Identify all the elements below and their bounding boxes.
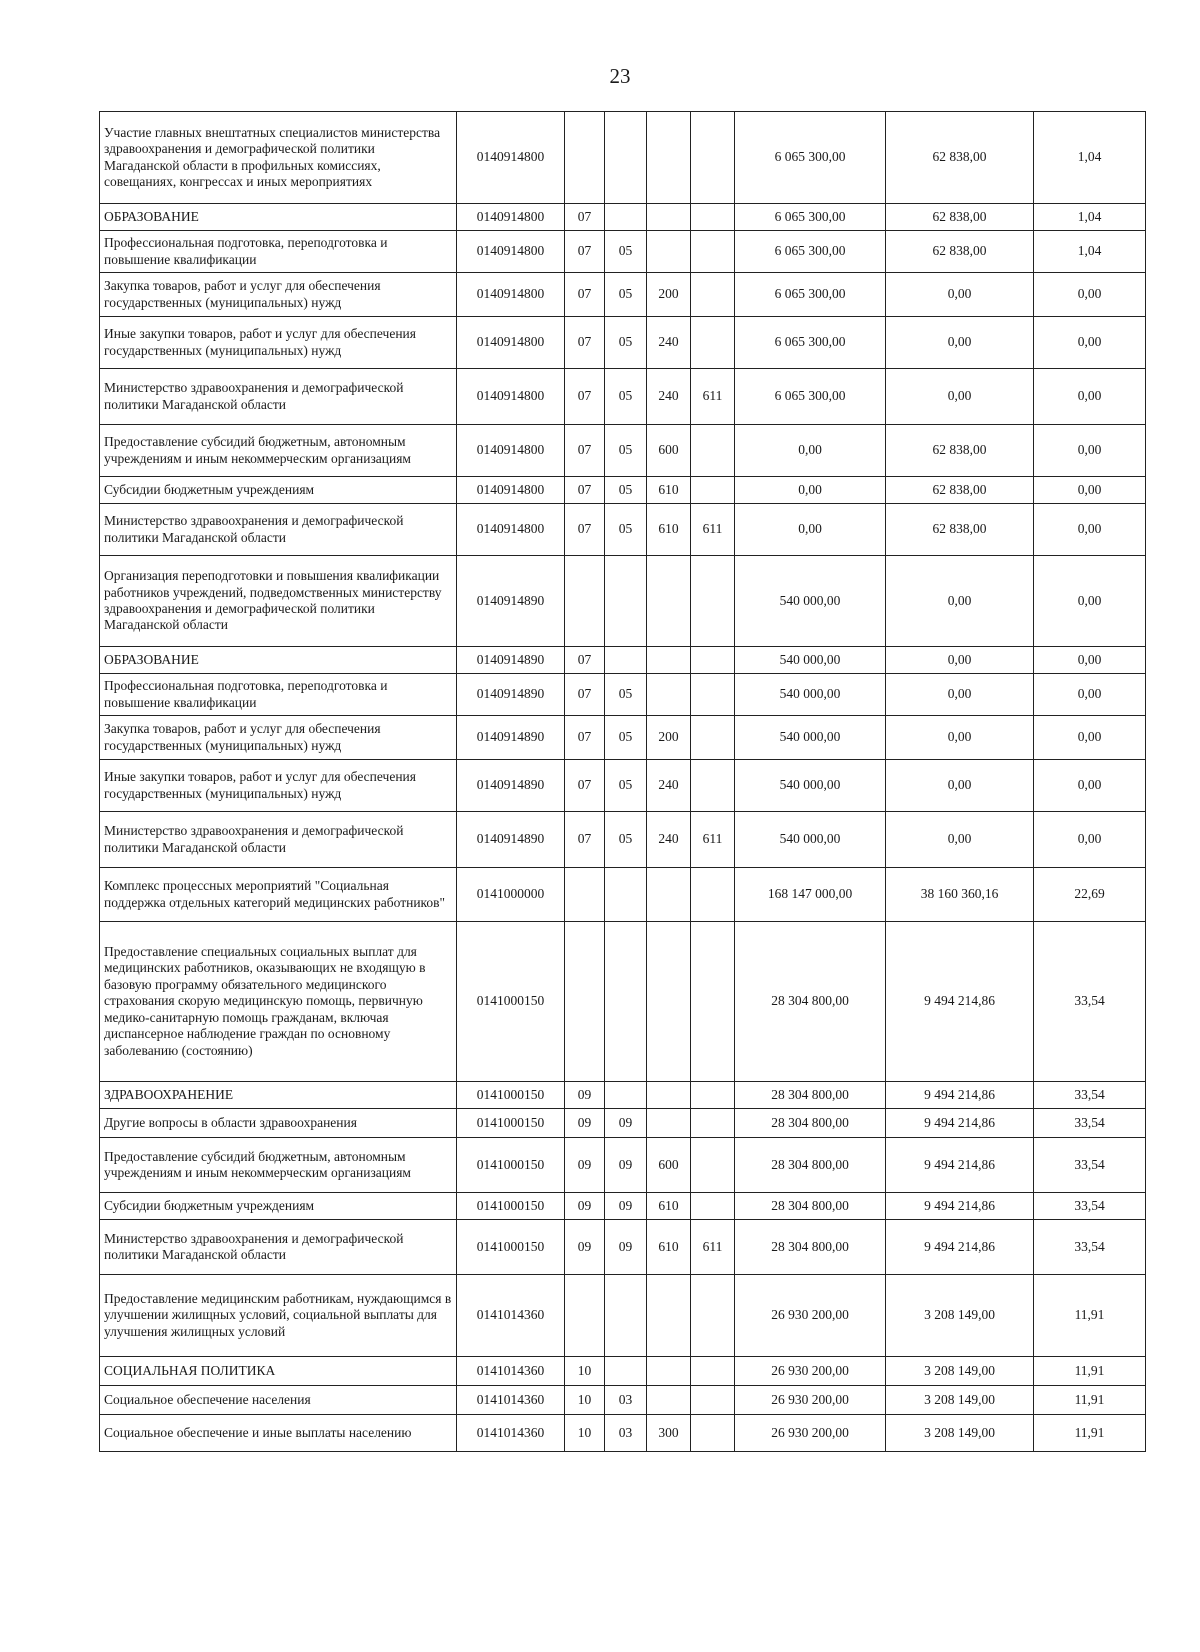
execution-percent-cell: 0,00 xyxy=(1034,716,1146,760)
subsection-cell xyxy=(605,112,647,204)
row-name-cell: Министерство здравоохранения и демографической политики Магаданской области xyxy=(100,1220,457,1275)
section-cell xyxy=(565,1275,605,1357)
table-row xyxy=(100,760,1146,812)
planned-amount-cell: 26 930 200,00 xyxy=(735,1275,886,1357)
expense-type-cell xyxy=(647,1109,691,1138)
administrator-code-cell xyxy=(691,204,735,231)
section-cell: 07 xyxy=(565,369,605,425)
execution-percent-cell: 0,00 xyxy=(1034,504,1146,556)
row-name-cell: Министерство здравоохранения и демографической политики Магаданской области xyxy=(100,504,457,556)
subsection-cell xyxy=(605,922,647,1082)
planned-amount-cell: 28 304 800,00 xyxy=(735,1193,886,1220)
executed-amount-cell: 62 838,00 xyxy=(886,425,1034,477)
section-cell xyxy=(565,112,605,204)
row-name-cell: Организация переподготовки и повышения квалификации работников учреждений, подведомственных министерству здравоохранения и демографической политики Магаданской области xyxy=(100,556,457,647)
expense-type-cell: 610 xyxy=(647,477,691,504)
table-row xyxy=(100,674,1146,716)
expense-type-cell xyxy=(647,674,691,716)
execution-percent-cell: 33,54 xyxy=(1034,1138,1146,1193)
row-name-cell: ЗДРАВООХРАНЕНИЕ xyxy=(100,1082,457,1109)
row-name-cell: Предоставление субсидий бюджетным, автономным учреждениям и иным некоммерческим организациям xyxy=(100,1138,457,1193)
section-cell: 10 xyxy=(565,1386,605,1415)
section-cell xyxy=(565,922,605,1082)
administrator-code-cell xyxy=(691,231,735,273)
subsection-cell: 05 xyxy=(605,477,647,504)
table-row xyxy=(100,1386,1146,1415)
expense-type-cell: 240 xyxy=(647,369,691,425)
expense-type-cell: 600 xyxy=(647,1138,691,1193)
row-name-cell: Субсидии бюджетным учреждениям xyxy=(100,1193,457,1220)
row-name-cell: Субсидии бюджетным учреждениям xyxy=(100,477,457,504)
subsection-cell xyxy=(605,1082,647,1109)
target-code-cell: 0141000150 xyxy=(457,1220,565,1275)
subsection-cell xyxy=(605,1275,647,1357)
planned-amount-cell: 28 304 800,00 xyxy=(735,1082,886,1109)
section-cell: 09 xyxy=(565,1109,605,1138)
subsection-cell xyxy=(605,556,647,647)
administrator-code-cell xyxy=(691,868,735,922)
planned-amount-cell: 28 304 800,00 xyxy=(735,1138,886,1193)
administrator-code-cell xyxy=(691,425,735,477)
subsection-cell: 05 xyxy=(605,425,647,477)
table-row xyxy=(100,556,1146,647)
row-name-cell: Комплекс процессных мероприятий "Социальная поддержка отдельных категорий медицинских работников" xyxy=(100,868,457,922)
table-row xyxy=(100,1109,1146,1138)
subsection-cell: 05 xyxy=(605,716,647,760)
administrator-code-cell xyxy=(691,317,735,369)
subsection-cell: 05 xyxy=(605,760,647,812)
executed-amount-cell: 62 838,00 xyxy=(886,504,1034,556)
section-cell: 09 xyxy=(565,1082,605,1109)
subsection-cell: 05 xyxy=(605,674,647,716)
planned-amount-cell: 26 930 200,00 xyxy=(735,1415,886,1452)
planned-amount-cell: 540 000,00 xyxy=(735,556,886,647)
administrator-code-cell xyxy=(691,1109,735,1138)
table-row xyxy=(100,477,1146,504)
expense-type-cell: 610 xyxy=(647,504,691,556)
expense-type-cell: 300 xyxy=(647,1415,691,1452)
expense-type-cell xyxy=(647,1082,691,1109)
table-row xyxy=(100,1275,1146,1357)
executed-amount-cell: 62 838,00 xyxy=(886,477,1034,504)
subsection-cell: 05 xyxy=(605,231,647,273)
executed-amount-cell: 3 208 149,00 xyxy=(886,1275,1034,1357)
executed-amount-cell: 9 494 214,86 xyxy=(886,922,1034,1082)
target-code-cell: 0141000000 xyxy=(457,868,565,922)
subsection-cell: 05 xyxy=(605,812,647,868)
execution-percent-cell: 33,54 xyxy=(1034,1193,1146,1220)
expense-type-cell: 610 xyxy=(647,1193,691,1220)
row-name-cell: Социальное обеспечение населения xyxy=(100,1386,457,1415)
expense-type-cell: 240 xyxy=(647,760,691,812)
expense-type-cell: 200 xyxy=(647,273,691,317)
target-code-cell: 0140914800 xyxy=(457,204,565,231)
target-code-cell: 0140914890 xyxy=(457,760,565,812)
expense-type-cell xyxy=(647,1275,691,1357)
subsection-cell: 09 xyxy=(605,1138,647,1193)
execution-percent-cell: 11,91 xyxy=(1034,1275,1146,1357)
row-name-cell: ОБРАЗОВАНИЕ xyxy=(100,647,457,674)
target-code-cell: 0140914800 xyxy=(457,231,565,273)
expense-type-cell xyxy=(647,231,691,273)
section-cell: 07 xyxy=(565,716,605,760)
page-number: 23 xyxy=(609,64,631,88)
row-name-cell: Закупка товаров, работ и услуг для обеспечения государственных (муниципальных) нужд xyxy=(100,716,457,760)
administrator-code-cell xyxy=(691,1357,735,1386)
target-code-cell: 0140914800 xyxy=(457,504,565,556)
row-name-cell: Предоставление медицинским работникам, нуждающимся в улучшении жилищных условий, социальной выплаты для улучшения жилищных условий xyxy=(100,1275,457,1357)
row-name-cell: Министерство здравоохранения и демографической политики Магаданской области xyxy=(100,812,457,868)
target-code-cell: 0140914800 xyxy=(457,317,565,369)
table-row xyxy=(100,868,1146,922)
expense-type-cell: 200 xyxy=(647,716,691,760)
administrator-code-cell: 611 xyxy=(691,1220,735,1275)
execution-percent-cell: 1,04 xyxy=(1034,112,1146,204)
administrator-code-cell xyxy=(691,1415,735,1452)
planned-amount-cell: 540 000,00 xyxy=(735,674,886,716)
executed-amount-cell: 0,00 xyxy=(886,647,1034,674)
execution-percent-cell: 0,00 xyxy=(1034,477,1146,504)
subsection-cell xyxy=(605,204,647,231)
administrator-code-cell xyxy=(691,1138,735,1193)
subsection-cell: 03 xyxy=(605,1386,647,1415)
execution-percent-cell: 33,54 xyxy=(1034,1220,1146,1275)
administrator-code-cell xyxy=(691,674,735,716)
subsection-cell: 09 xyxy=(605,1109,647,1138)
section-cell: 10 xyxy=(565,1415,605,1452)
planned-amount-cell: 540 000,00 xyxy=(735,716,886,760)
executed-amount-cell: 9 494 214,86 xyxy=(886,1193,1034,1220)
execution-percent-cell: 0,00 xyxy=(1034,425,1146,477)
expense-type-cell: 240 xyxy=(647,812,691,868)
planned-amount-cell: 28 304 800,00 xyxy=(735,922,886,1082)
executed-amount-cell: 3 208 149,00 xyxy=(886,1386,1034,1415)
section-cell: 07 xyxy=(565,425,605,477)
executed-amount-cell: 0,00 xyxy=(886,556,1034,647)
execution-percent-cell: 0,00 xyxy=(1034,273,1146,317)
table-row xyxy=(100,1415,1146,1452)
section-cell xyxy=(565,868,605,922)
execution-percent-cell: 33,54 xyxy=(1034,922,1146,1082)
section-cell: 07 xyxy=(565,231,605,273)
executed-amount-cell: 9 494 214,86 xyxy=(886,1109,1034,1138)
subsection-cell xyxy=(605,1357,647,1386)
planned-amount-cell: 6 065 300,00 xyxy=(735,369,886,425)
expense-type-cell: 240 xyxy=(647,317,691,369)
executed-amount-cell: 9 494 214,86 xyxy=(886,1220,1034,1275)
expense-type-cell: 600 xyxy=(647,425,691,477)
table-row xyxy=(100,317,1146,369)
section-cell: 07 xyxy=(565,674,605,716)
execution-percent-cell: 0,00 xyxy=(1034,647,1146,674)
planned-amount-cell: 6 065 300,00 xyxy=(735,112,886,204)
section-cell: 07 xyxy=(565,204,605,231)
expense-type-cell xyxy=(647,922,691,1082)
section-cell: 09 xyxy=(565,1193,605,1220)
subsection-cell xyxy=(605,868,647,922)
target-code-cell: 0141014360 xyxy=(457,1386,565,1415)
budget-execution-table xyxy=(99,111,1146,1452)
executed-amount-cell: 3 208 149,00 xyxy=(886,1415,1034,1452)
table-row xyxy=(100,647,1146,674)
administrator-code-cell: 611 xyxy=(691,369,735,425)
administrator-code-cell xyxy=(691,1386,735,1415)
section-cell: 07 xyxy=(565,812,605,868)
planned-amount-cell: 0,00 xyxy=(735,477,886,504)
executed-amount-cell: 0,00 xyxy=(886,760,1034,812)
row-name-cell: Предоставление специальных социальных выплат для медицинских работников, оказывающих не входящую в базовую программу обязательного медицинского страхования скорую медицинскую помощь, первичную медико-санитарную помощь гражданам, включая диспансерное наблюдение граждан по основному заболеванию (состоянию) xyxy=(100,922,457,1082)
execution-percent-cell: 0,00 xyxy=(1034,812,1146,868)
row-name-cell: ОБРАЗОВАНИЕ xyxy=(100,204,457,231)
planned-amount-cell: 6 065 300,00 xyxy=(735,204,886,231)
target-code-cell: 0141000150 xyxy=(457,1109,565,1138)
subsection-cell xyxy=(605,647,647,674)
expense-type-cell xyxy=(647,868,691,922)
table-row xyxy=(100,504,1146,556)
planned-amount-cell: 26 930 200,00 xyxy=(735,1357,886,1386)
expense-type-cell xyxy=(647,1357,691,1386)
row-name-cell: Иные закупки товаров, работ и услуг для обеспечения государственных (муниципальных) нужд xyxy=(100,760,457,812)
section-cell: 07 xyxy=(565,760,605,812)
table-row xyxy=(100,922,1146,1082)
planned-amount-cell: 0,00 xyxy=(735,425,886,477)
section-cell: 07 xyxy=(565,504,605,556)
executed-amount-cell: 62 838,00 xyxy=(886,231,1034,273)
administrator-code-cell: 611 xyxy=(691,504,735,556)
administrator-code-cell xyxy=(691,112,735,204)
table-row xyxy=(100,273,1146,317)
row-name-cell: Профессиональная подготовка, переподготовка и повышение квалификации xyxy=(100,674,457,716)
table-row xyxy=(100,1082,1146,1109)
table-row xyxy=(100,716,1146,760)
planned-amount-cell: 6 065 300,00 xyxy=(735,273,886,317)
execution-percent-cell: 33,54 xyxy=(1034,1082,1146,1109)
table-row xyxy=(100,231,1146,273)
planned-amount-cell: 6 065 300,00 xyxy=(735,317,886,369)
administrator-code-cell xyxy=(691,556,735,647)
row-name-cell: Иные закупки товаров, работ и услуг для обеспечения государственных (муниципальных) нужд xyxy=(100,317,457,369)
target-code-cell: 0141000150 xyxy=(457,1193,565,1220)
planned-amount-cell: 168 147 000,00 xyxy=(735,868,886,922)
row-name-cell: Социальное обеспечение и иные выплаты населению xyxy=(100,1415,457,1452)
expense-type-cell xyxy=(647,204,691,231)
section-cell: 07 xyxy=(565,477,605,504)
executed-amount-cell: 0,00 xyxy=(886,369,1034,425)
target-code-cell: 0140914800 xyxy=(457,112,565,204)
target-code-cell: 0141000150 xyxy=(457,1082,565,1109)
row-name-cell: Предоставление субсидий бюджетным, автономным учреждениям и иным некоммерческим организациям xyxy=(100,425,457,477)
planned-amount-cell: 26 930 200,00 xyxy=(735,1386,886,1415)
expense-type-cell xyxy=(647,647,691,674)
row-name-cell: Участие главных внештатных специалистов министерства здравоохранения и демографической политики Магаданской области в профильных комиссиях, совещаниях, конгрессах и иных мероприятиях xyxy=(100,112,457,204)
expense-type-cell: 610 xyxy=(647,1220,691,1275)
table-body xyxy=(100,112,1146,1452)
planned-amount-cell: 540 000,00 xyxy=(735,647,886,674)
administrator-code-cell xyxy=(691,1275,735,1357)
execution-percent-cell: 11,91 xyxy=(1034,1386,1146,1415)
execution-percent-cell: 0,00 xyxy=(1034,556,1146,647)
administrator-code-cell xyxy=(691,922,735,1082)
execution-percent-cell: 1,04 xyxy=(1034,231,1146,273)
planned-amount-cell: 540 000,00 xyxy=(735,760,886,812)
subsection-cell: 05 xyxy=(605,317,647,369)
execution-percent-cell: 33,54 xyxy=(1034,1109,1146,1138)
subsection-cell: 05 xyxy=(605,273,647,317)
executed-amount-cell: 62 838,00 xyxy=(886,112,1034,204)
table-row xyxy=(100,1193,1146,1220)
planned-amount-cell: 6 065 300,00 xyxy=(735,231,886,273)
administrator-code-cell: 611 xyxy=(691,812,735,868)
subsection-cell: 03 xyxy=(605,1415,647,1452)
administrator-code-cell xyxy=(691,1193,735,1220)
target-code-cell: 0140914800 xyxy=(457,477,565,504)
subsection-cell: 09 xyxy=(605,1193,647,1220)
subsection-cell: 09 xyxy=(605,1220,647,1275)
administrator-code-cell xyxy=(691,273,735,317)
section-cell: 07 xyxy=(565,647,605,674)
planned-amount-cell: 28 304 800,00 xyxy=(735,1109,886,1138)
subsection-cell: 05 xyxy=(605,504,647,556)
expense-type-cell xyxy=(647,112,691,204)
administrator-code-cell xyxy=(691,477,735,504)
table-row xyxy=(100,112,1146,204)
execution-percent-cell: 0,00 xyxy=(1034,317,1146,369)
section-cell: 07 xyxy=(565,273,605,317)
table-row xyxy=(100,369,1146,425)
target-code-cell: 0140914890 xyxy=(457,556,565,647)
executed-amount-cell: 9 494 214,86 xyxy=(886,1082,1034,1109)
execution-percent-cell: 11,91 xyxy=(1034,1357,1146,1386)
target-code-cell: 0140914890 xyxy=(457,716,565,760)
target-code-cell: 0141014360 xyxy=(457,1357,565,1386)
executed-amount-cell: 0,00 xyxy=(886,812,1034,868)
execution-percent-cell: 22,69 xyxy=(1034,868,1146,922)
executed-amount-cell: 9 494 214,86 xyxy=(886,1138,1034,1193)
subsection-cell: 05 xyxy=(605,369,647,425)
row-name-cell: Закупка товаров, работ и услуг для обеспечения государственных (муниципальных) нужд xyxy=(100,273,457,317)
section-cell: 09 xyxy=(565,1220,605,1275)
planned-amount-cell: 540 000,00 xyxy=(735,812,886,868)
target-code-cell: 0140914890 xyxy=(457,812,565,868)
executed-amount-cell: 3 208 149,00 xyxy=(886,1357,1034,1386)
target-code-cell: 0140914890 xyxy=(457,647,565,674)
executed-amount-cell: 0,00 xyxy=(886,674,1034,716)
table-row xyxy=(100,425,1146,477)
section-cell: 07 xyxy=(565,317,605,369)
planned-amount-cell: 28 304 800,00 xyxy=(735,1220,886,1275)
executed-amount-cell: 38 160 360,16 xyxy=(886,868,1034,922)
target-code-cell: 0140914890 xyxy=(457,674,565,716)
administrator-code-cell xyxy=(691,647,735,674)
target-code-cell: 0141014360 xyxy=(457,1275,565,1357)
administrator-code-cell xyxy=(691,1082,735,1109)
table-row xyxy=(100,812,1146,868)
executed-amount-cell: 0,00 xyxy=(886,716,1034,760)
table-row xyxy=(100,1220,1146,1275)
row-name-cell: СОЦИАЛЬНАЯ ПОЛИТИКА xyxy=(100,1357,457,1386)
target-code-cell: 0141014360 xyxy=(457,1415,565,1452)
administrator-code-cell xyxy=(691,760,735,812)
administrator-code-cell xyxy=(691,716,735,760)
section-cell xyxy=(565,556,605,647)
table-row xyxy=(100,1357,1146,1386)
executed-amount-cell: 0,00 xyxy=(886,273,1034,317)
table-row xyxy=(100,204,1146,231)
planned-amount-cell: 0,00 xyxy=(735,504,886,556)
table-row xyxy=(100,1138,1146,1193)
target-code-cell: 0141000150 xyxy=(457,922,565,1082)
target-code-cell: 0140914800 xyxy=(457,425,565,477)
section-cell: 09 xyxy=(565,1138,605,1193)
target-code-cell: 0140914800 xyxy=(457,273,565,317)
execution-percent-cell: 11,91 xyxy=(1034,1415,1146,1452)
row-name-cell: Министерство здравоохранения и демографической политики Магаданской области xyxy=(100,369,457,425)
row-name-cell: Профессиональная подготовка, переподготовка и повышение квалификации xyxy=(100,231,457,273)
section-cell: 10 xyxy=(565,1357,605,1386)
execution-percent-cell: 0,00 xyxy=(1034,674,1146,716)
executed-amount-cell: 0,00 xyxy=(886,317,1034,369)
execution-percent-cell: 0,00 xyxy=(1034,369,1146,425)
target-code-cell: 0141000150 xyxy=(457,1138,565,1193)
expense-type-cell xyxy=(647,556,691,647)
target-code-cell: 0140914800 xyxy=(457,369,565,425)
execution-percent-cell: 0,00 xyxy=(1034,760,1146,812)
expense-type-cell xyxy=(647,1386,691,1415)
executed-amount-cell: 62 838,00 xyxy=(886,204,1034,231)
execution-percent-cell: 1,04 xyxy=(1034,204,1146,231)
row-name-cell: Другие вопросы в области здравоохранения xyxy=(100,1109,457,1138)
